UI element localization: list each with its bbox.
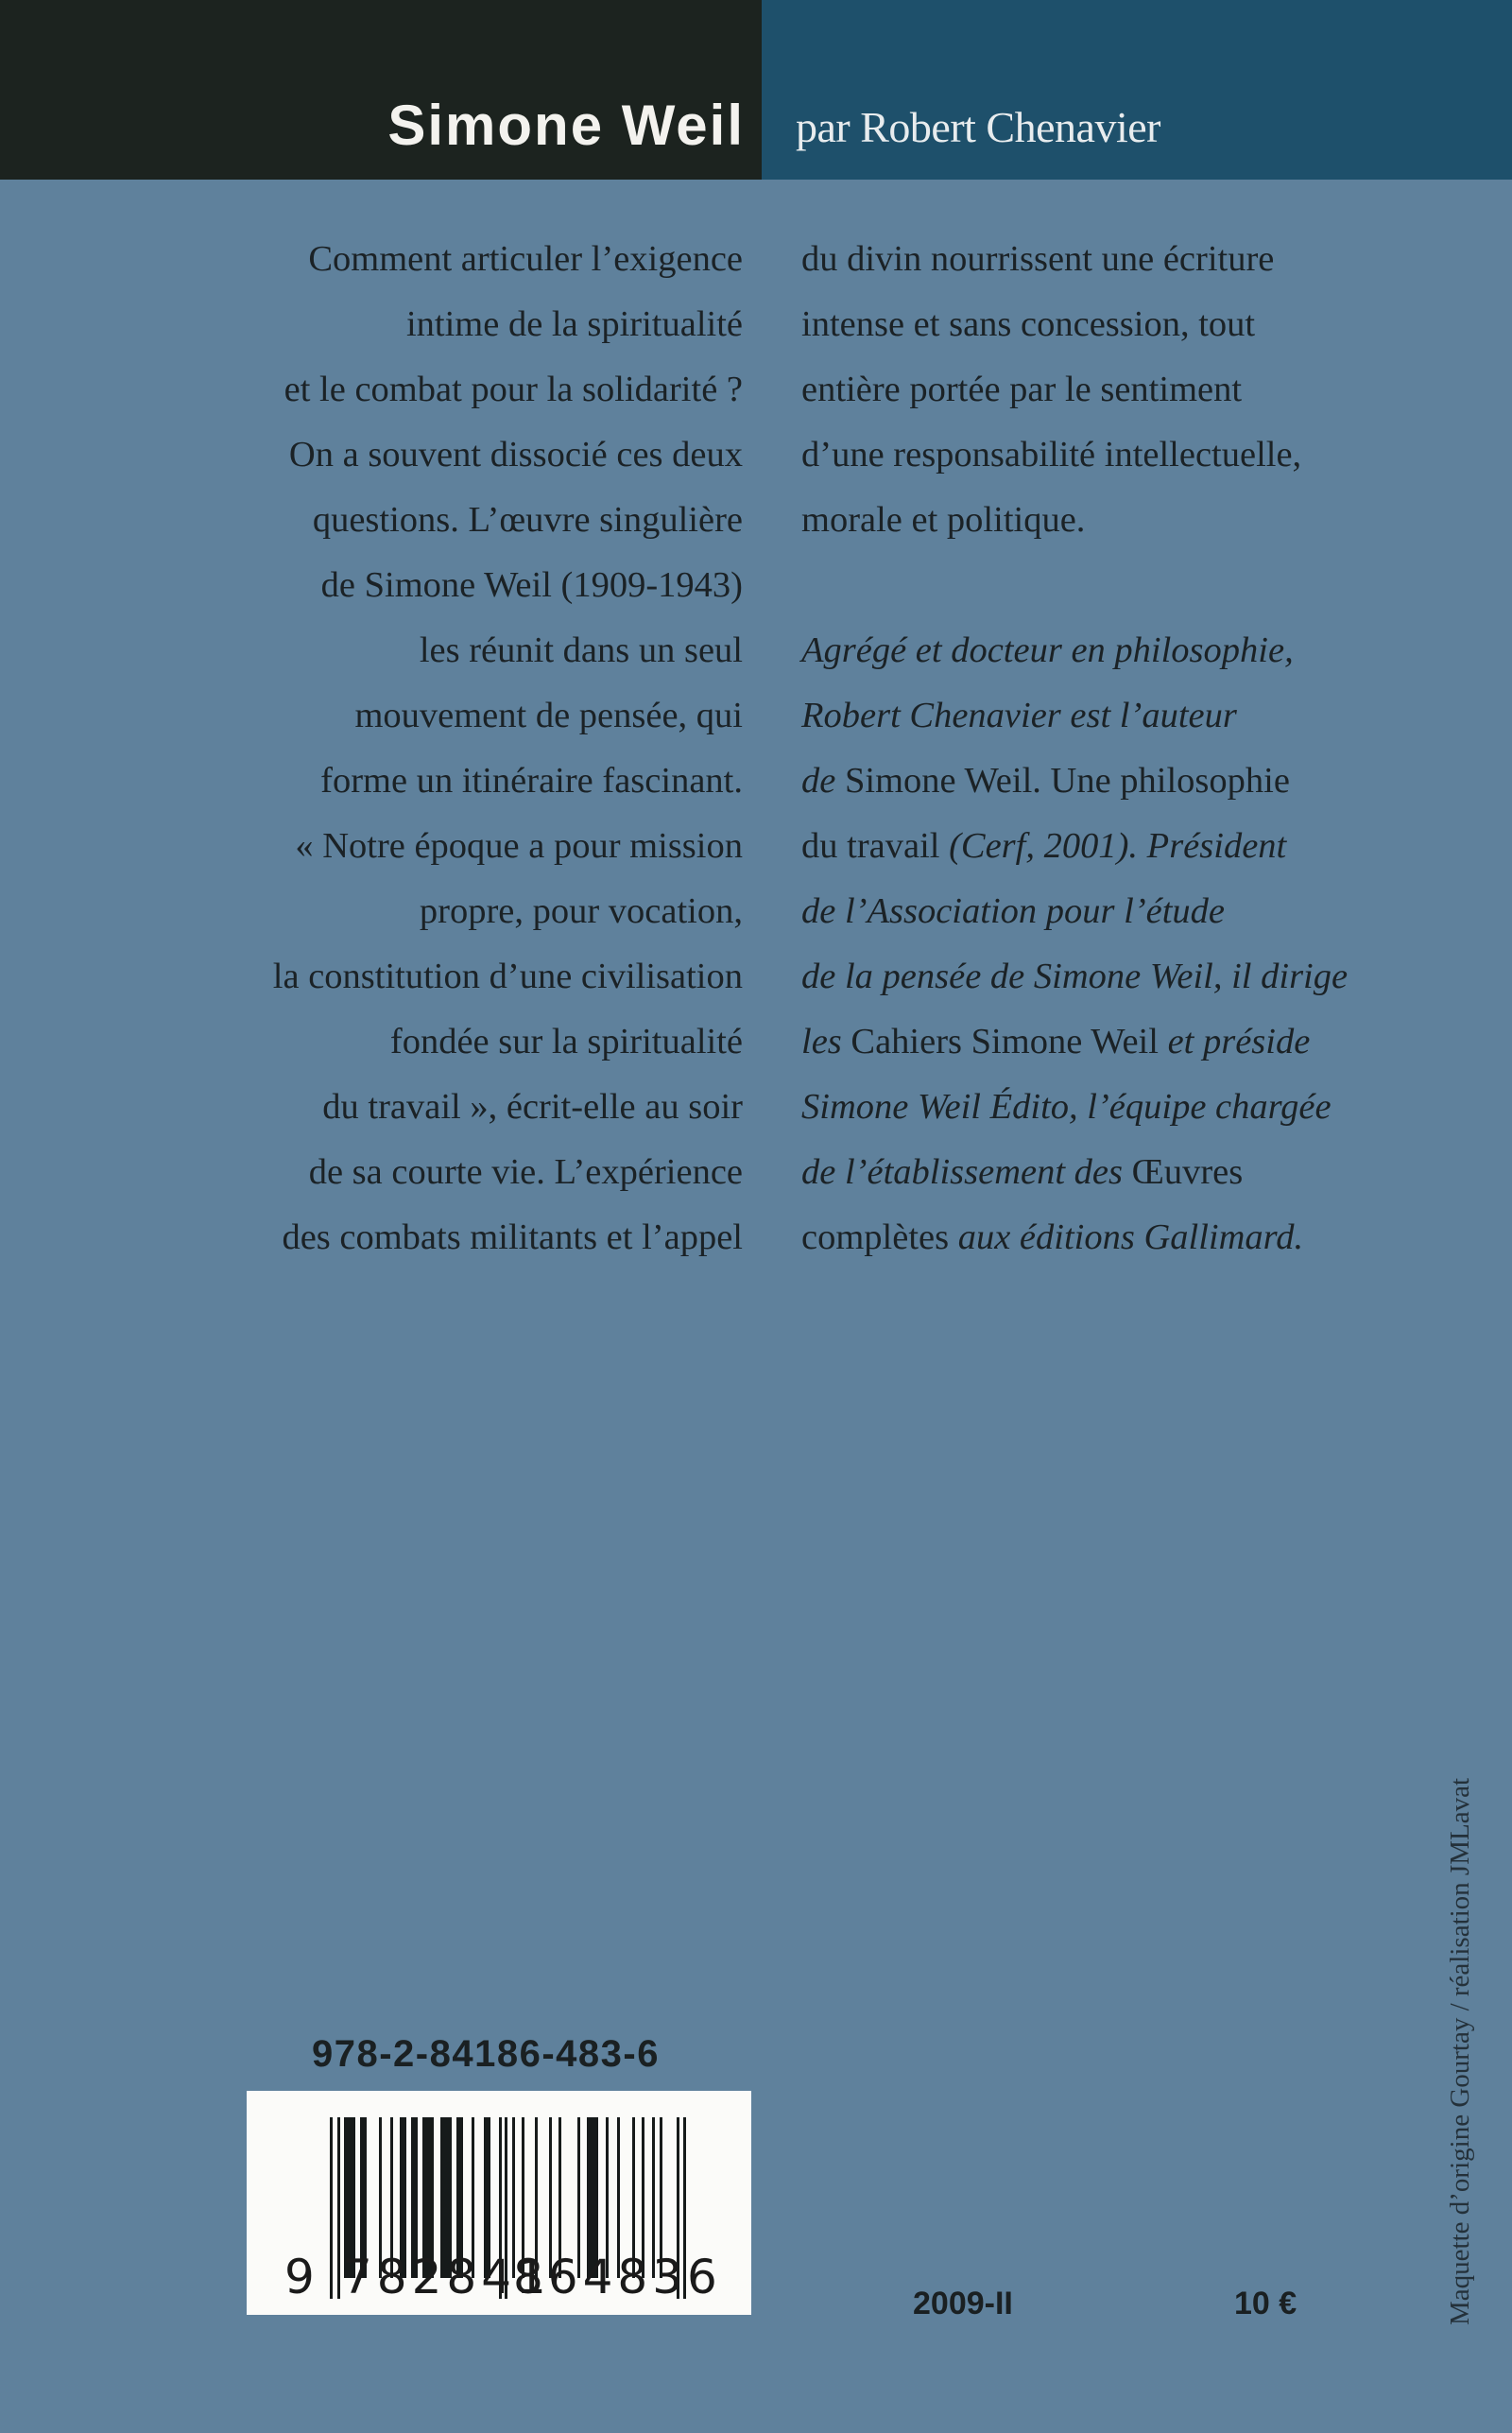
bio-line — [801, 1009, 1463, 1075]
edition-label: 2009-II — [913, 2286, 1013, 2321]
summary-line: intime de la spiritualité — [405, 304, 743, 344]
work-reference: complètes — [801, 1217, 958, 1257]
summary-line: propre, pour vocation, — [419, 891, 743, 931]
bio-text: Agrégé et docteur en philosophie, — [801, 630, 1294, 670]
book-author: par Robert Chenavier — [796, 103, 1160, 151]
journal-reference: Cahiers Simone Weil — [841, 1022, 1168, 1061]
price-label: 10 € — [1234, 2286, 1297, 2321]
summary-column-left — [142, 227, 743, 1270]
summary-line: entière portée par le sentiment — [801, 370, 1243, 409]
book-reference: du travail — [801, 826, 950, 866]
summary-line: intense et sans concession, tout — [801, 304, 1256, 344]
summary-line: et le combat pour la solidarité ? — [284, 370, 743, 409]
bio-text: Simone Weil Édito, l’équipe chargée — [801, 1087, 1332, 1127]
bio-text: de l’Association pour l’étude — [801, 891, 1226, 931]
summary-line: d’une responsabilité intellectuelle, — [801, 435, 1302, 475]
barcode-digits — [247, 2250, 751, 2306]
barcode-digit-first: 9 — [284, 2250, 319, 2304]
summary-line: fondée sur la spiritualité — [389, 1022, 743, 1061]
summary-line: Comment articuler l’exigence — [308, 239, 743, 279]
summary-line: « Notre époque a pour mission — [295, 826, 743, 866]
bio-line — [801, 944, 1463, 1009]
author-block — [762, 0, 1512, 180]
bio-line — [801, 618, 1463, 683]
book-reference: Simone Weil. Une philosophie — [835, 761, 1290, 801]
summary-line: du travail », écrit-elle au soir — [322, 1087, 743, 1127]
isbn-label: 978-2-84186-483-6 — [312, 2033, 660, 2075]
bio-line — [801, 879, 1463, 944]
bio-line — [801, 683, 1463, 749]
bio-text: de l’établissement des — [801, 1152, 1132, 1192]
author-bio — [801, 618, 1463, 1270]
barcode — [247, 2091, 751, 2315]
bio-line — [801, 749, 1463, 814]
barcode-digits-left: 782841 — [342, 2250, 551, 2304]
summary-line: de sa courte vie. L’expérience — [308, 1152, 743, 1192]
title-block — [0, 0, 762, 180]
summary-line: mouvement de pensée, qui — [354, 696, 743, 735]
summary-line: morale et politique. — [801, 500, 1086, 540]
work-reference: Œuvres — [1131, 1152, 1244, 1192]
summary-line: les réunit dans un seul — [419, 630, 743, 670]
summary-line: des combats militants et l’appel — [282, 1217, 743, 1257]
bio-line — [801, 814, 1463, 879]
bio-text: et préside — [1167, 1022, 1311, 1061]
barcode-digits-right: 864836 — [513, 2250, 722, 2304]
summary-line: du divin nourrissent une écriture — [801, 239, 1275, 279]
bio-text: de la pensée de Simone Weil, il dirige — [801, 957, 1349, 996]
cover-header — [0, 0, 1512, 180]
summary-line: la constitution d’une civilisation — [272, 957, 743, 996]
design-credit: Maquette d’origine Gourtay / réalisation JMLavat — [1445, 1777, 1475, 2325]
book-title: Simone Weil — [387, 94, 745, 157]
bio-text: Robert Chenavier est l’auteur — [801, 696, 1237, 735]
summary-line: questions. L’œuvre singulière — [312, 500, 743, 540]
summary-line: On a souvent dissocié ces deux — [288, 435, 743, 475]
bio-text: de — [801, 761, 836, 801]
bio-text: aux éditions Gallimard. — [957, 1217, 1304, 1257]
bio-text: (Cerf, 2001). Président — [949, 826, 1287, 866]
bio-line — [801, 1140, 1463, 1205]
summary-line: forme un itinéraire fascinant. — [320, 761, 743, 801]
bio-line — [801, 1205, 1463, 1270]
summary-line: de Simone Weil (1909-1943) — [320, 565, 743, 605]
bio-text: les — [801, 1022, 842, 1061]
bio-line — [801, 1075, 1463, 1140]
summary-column-right — [801, 227, 1463, 1270]
